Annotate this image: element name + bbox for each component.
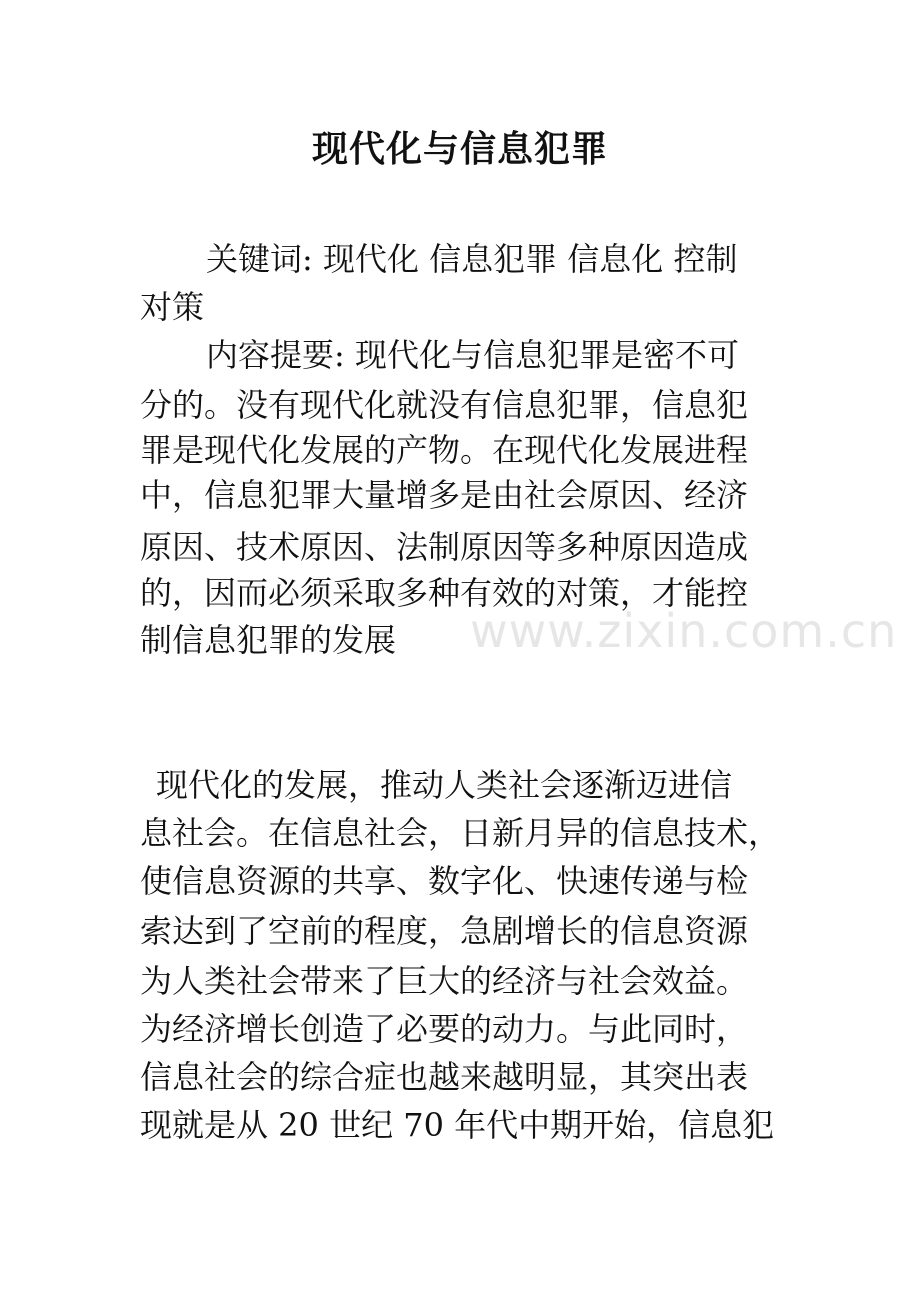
- abstract-line: 中，信息犯罪大量增多是由社会原因、经济: [140, 476, 749, 514]
- keywords-line: 关键词: 现代化 信息犯罪 信息化 控制: [206, 240, 738, 278]
- abstract-line: 制信息犯罪的发展: [140, 621, 397, 659]
- body-line: 为经济增长创造了必要的动力。与此同时，: [140, 1010, 749, 1048]
- keywords-line: 对策: [140, 288, 205, 326]
- body-line: 使信息资源的共享、数字化、快速传递与检: [140, 862, 749, 900]
- body-line: 信息社会的综合症也越来越明显，其突出表: [140, 1058, 749, 1096]
- abstract-line: 的，因而必须采取多种有效的对策，才能控: [140, 574, 749, 612]
- body-line: 索达到了空前的程度，急剧增长的信息资源: [140, 912, 749, 950]
- document-title: 现代化与信息犯罪: [311, 129, 608, 170]
- body-line: 为人类社会带来了巨大的经济与社会效益。: [140, 962, 749, 1000]
- abstract-line: 分的。没有现代化就没有信息犯罪，信息犯: [140, 386, 749, 424]
- abstract-line: 原因、技术原因、法制原因等多种原因造成: [140, 528, 749, 566]
- body-line: 息社会。在信息社会，日新月异的信息技术，: [140, 814, 781, 852]
- body-line: 现代化的发展，推动人类社会逐渐迈进信: [156, 766, 733, 804]
- watermark: www.zixin.com.cn: [470, 604, 898, 658]
- abstract-line: 内容提要: 现代化与信息犯罪是密不可: [206, 336, 739, 374]
- abstract-line: 罪是现代化发展的产物。在现代化发展进程: [140, 431, 749, 469]
- body-line: 现就是从 20 世纪 70 年代中期开始，信息犯: [140, 1106, 775, 1144]
